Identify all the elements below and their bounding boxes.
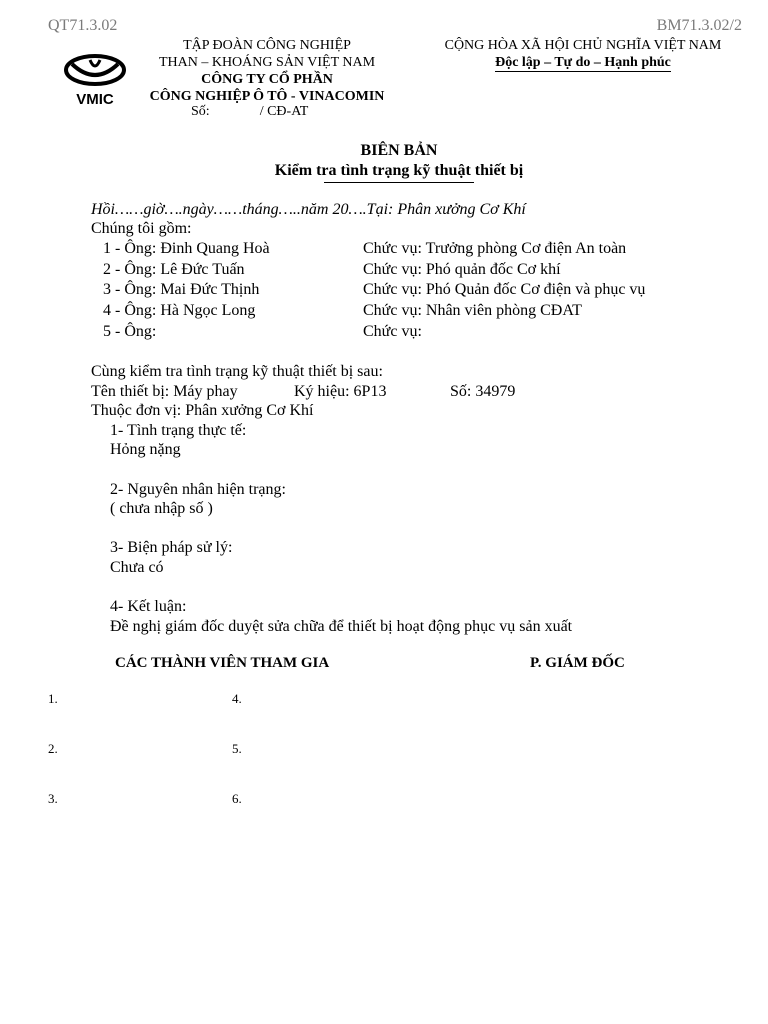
member-3-name: 3 - Ông: Mai Đức Thịnh <box>103 281 260 298</box>
doc-number-label: Số: <box>191 104 210 119</box>
member-4-role: Chức vụ: Nhân viên phòng CĐAT <box>363 302 582 319</box>
org-line-4: CÔNG NGHIỆP Ô TÔ - VINACOMIN <box>149 89 385 104</box>
section-2-heading: 2- Nguyên nhân hiện trạng: <box>110 481 286 498</box>
signature-number-4: 4. <box>232 691 242 706</box>
section-1-heading: 1- Tình trạng thực tế: <box>110 422 247 439</box>
member-5-role: Chức vụ: <box>363 323 422 340</box>
section-4-content: Đề nghị giám đốc duyệt sửa chữa để thiết bị hoạt động phục vụ sản xuất <box>110 618 573 635</box>
member-2-role: Chức vụ: Phó quản đốc Cơ khí <box>363 261 561 278</box>
device-number: Số: 34979 <box>450 383 516 400</box>
meeting-line: Hồi……giờ….ngày……tháng…..năm 20….Tại: Phân xưởng Cơ Khí <box>91 201 526 218</box>
member-3-role: Chức vụ: Phó Quản đốc Cơ điện và phục vụ <box>363 281 646 298</box>
section-1-content: Hỏng nặng <box>110 441 181 458</box>
member-4-name: 4 - Ông: Hà Ngọc Long <box>103 302 256 319</box>
signature-number-2: 2. <box>48 741 58 756</box>
member-1-role: Chức vụ: Trưởng phòng Cơ điện An toàn <box>363 240 627 257</box>
device-unit: Thuộc đơn vị: Phân xưởng Cơ Khí <box>91 402 314 419</box>
doc-subtitle: Kiểm tra tình trạng kỹ thuật thiết bị <box>274 162 524 179</box>
member-2-name: 2 - Ông: Lê Đức Tuấn <box>103 261 245 278</box>
members-signature-label: CÁC THÀNH VIÊN THAM GIA <box>115 655 330 671</box>
nation-motto: Độc lập – Tự do – Hạnh phúc <box>495 55 671 70</box>
doc-number-suffix: / CĐ-AT <box>259 104 309 119</box>
org-line-1: TẬP ĐOÀN CÔNG NGHIỆP <box>183 38 351 53</box>
members-intro: Chúng tôi gồm: <box>91 220 192 237</box>
section-4-heading: 4- Kết luận: <box>110 598 187 615</box>
form-code-left: QT71.3.02 <box>48 17 118 34</box>
signature-number-3: 3. <box>48 791 58 806</box>
org-line-2: THAN – KHOÁNG SẢN VIỆT NAM <box>158 55 376 70</box>
vmic-logo-icon <box>60 52 130 108</box>
member-5-name: 5 - Ông: <box>103 323 157 340</box>
check-intro: Cùng kiểm tra tình trạng kỹ thuật thiết bị sau: <box>91 363 383 380</box>
document-number <box>191 104 308 120</box>
nation-header <box>424 37 742 71</box>
section-2-content: ( chưa nhập số ) <box>110 500 213 517</box>
member-1-name: 1 - Ông: Đinh Quang Hoà <box>103 240 270 257</box>
vmic-logo <box>60 52 130 108</box>
section-3-content: Chưa có <box>110 559 164 576</box>
doc-title: BIÊN BẢN <box>360 142 438 159</box>
director-signature-label: P. GIÁM ĐỐC <box>530 655 625 671</box>
nation-line-1: CỘNG HÒA XÃ HỘI CHỦ NGHĨA VIỆT NAM <box>444 38 722 53</box>
signature-number-6: 6. <box>232 791 242 806</box>
signature-number-5: 5. <box>232 741 242 756</box>
subtitle-underline <box>324 182 474 183</box>
device-symbol: Ký hiệu: 6P13 <box>294 383 387 400</box>
device-name: Tên thiết bị: Máy phay <box>91 383 238 400</box>
org-header <box>134 37 400 105</box>
logo-text: VMIC <box>76 91 114 108</box>
section-3-heading: 3- Biện pháp sử lý: <box>110 539 233 556</box>
signature-number-1: 1. <box>48 691 58 706</box>
org-line-3: CÔNG TY CỔ PHẦN <box>201 72 333 87</box>
form-code-right: BM71.3.02/2 <box>656 17 742 34</box>
